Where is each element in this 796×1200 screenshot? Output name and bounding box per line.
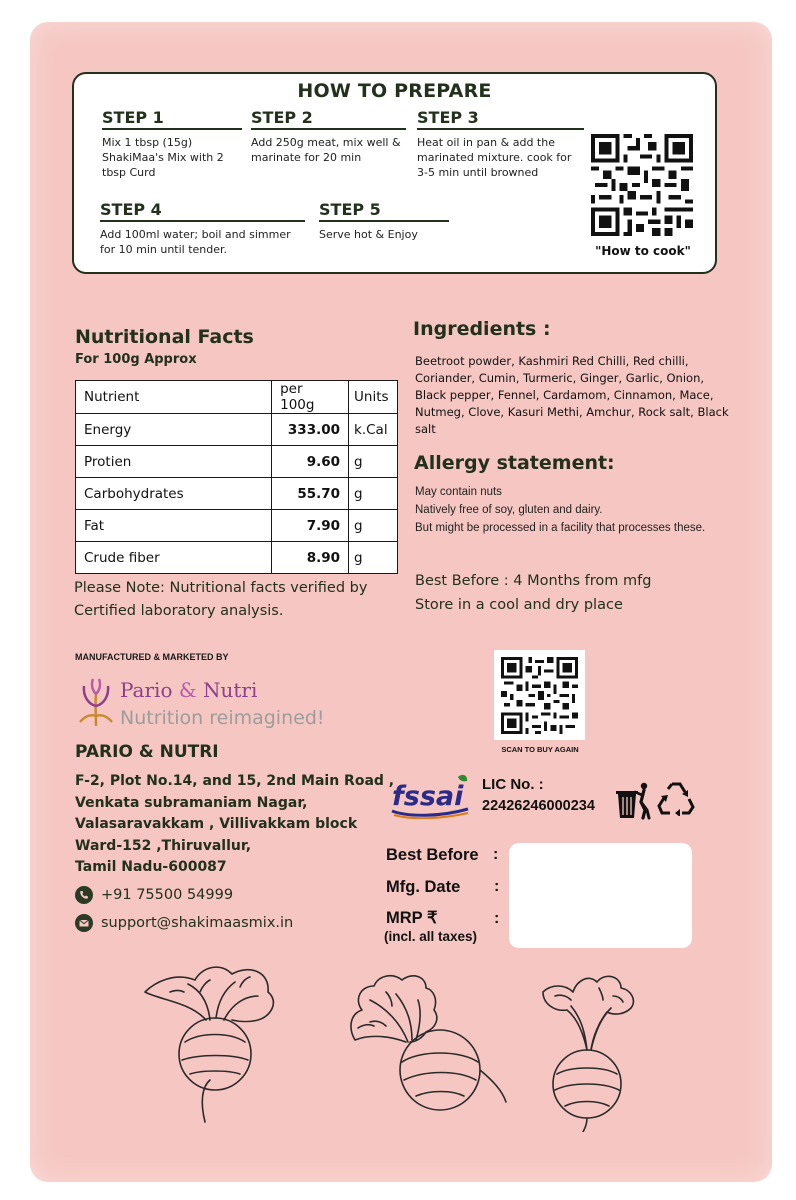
buy-again-qr-panel — [494, 650, 585, 740]
email-contact[interactable] — [75, 914, 293, 932]
phone-icon — [75, 886, 93, 904]
fssai-logo-icon — [388, 773, 472, 819]
step-1-label: STEP 1 — [102, 108, 242, 130]
beetroot-middle-icon — [351, 976, 506, 1110]
allergy-line: May contain nuts — [415, 486, 502, 498]
nutrient-unit: g — [349, 542, 398, 574]
phone-number[interactable]: +91 75500 54999 — [101, 887, 234, 903]
address-line: Venkata subramaniam Nagar, — [75, 794, 308, 811]
nutrient-unit: g — [349, 510, 398, 542]
how-to-cook-qr-icon[interactable] — [591, 134, 693, 236]
nutrient-name: Crude fiber — [76, 542, 272, 574]
step-1 — [102, 108, 242, 180]
mfg-date-colon: : — [494, 878, 500, 895]
step-4 — [100, 200, 305, 257]
step-4-text: Add 100ml water; boil and simmer for 10 min until tender. — [100, 228, 291, 256]
logo-sprout-icon — [75, 676, 117, 728]
nutrient-value: 8.90 — [272, 542, 349, 574]
license-label: LIC No. : — [482, 776, 544, 793]
batch-print-area — [509, 843, 692, 948]
email-address[interactable]: support@shakimaasmix.in — [101, 915, 294, 931]
best-before-info: Best Before : 4 Months from mfg — [415, 573, 652, 589]
how-to-prepare-panel — [72, 72, 717, 274]
table-row — [76, 414, 398, 446]
step-1-text: Mix 1 tbsp (15g) ShakiMaa's Mix with 2 tbsp Curd — [102, 136, 224, 179]
mrp-sub-label: (incl. all taxes) — [384, 929, 478, 944]
step-3 — [417, 108, 584, 180]
nutrient-value: 333.00 — [272, 414, 349, 446]
prepare-title: HOW TO PREPARE — [297, 80, 492, 102]
buy-again-qr-icon[interactable] — [501, 657, 578, 734]
nutrient-name: Energy — [76, 414, 272, 446]
step-3-text: Heat oil in pan & add the marinated mixture. cook for 3-5 min until browned — [417, 136, 572, 179]
nutrient-value: 7.90 — [272, 510, 349, 542]
nutrition-note: Please Note: Nutritional facts verified by Certified laboratory analysis. — [74, 580, 368, 619]
table-row — [76, 446, 398, 478]
company-address — [75, 771, 395, 879]
nutrient-name: Fat — [76, 510, 272, 542]
address-line: Valasaravakkam , Villivakkam block — [75, 816, 358, 832]
nutrient-name: Carbohydrates — [76, 478, 272, 510]
storage-instruction: Store in a cool and dry place — [415, 597, 623, 613]
mrp-label: MRP ₹ — [386, 909, 438, 927]
nutrient-unit: k.Cal — [349, 414, 398, 446]
header-per-100g: per 100g — [272, 381, 349, 414]
logo-wordmark: Pario & Nutri — [120, 678, 258, 702]
step-2 — [251, 108, 406, 165]
allergy-line: But might be processed in a facility that processes these. — [415, 522, 706, 534]
best-before-colon: : — [493, 846, 499, 863]
header-nutrient: Nutrient — [76, 381, 272, 414]
table-row — [76, 542, 398, 574]
ingredients-text: Beetroot powder, Kashmiri Red Chilli, Red chilli, Coriander, Cumin, Turmeric, Ginger, Garlic, Onion, Black pepper, Fennel, Cardamom, Cinnamon, Mace, Nutmeg, Clove, Kasuri Methi, Amchur, Rock salt, Black salt — [415, 354, 729, 436]
nutrition-table — [75, 380, 398, 574]
beetroot-right-icon — [543, 976, 633, 1132]
nutrient-name: Protien — [76, 446, 272, 478]
step-5-label: STEP 5 — [319, 200, 449, 222]
nutrition-title: Nutritional Facts — [75, 326, 254, 348]
best-before-label: Best Before — [386, 846, 479, 864]
step-2-text: Add 250g meat, mix well & marinate for 20 min — [251, 136, 401, 164]
phone-contact[interactable] — [75, 886, 233, 904]
step-3-label: STEP 3 — [417, 108, 584, 130]
table-header-row — [76, 381, 398, 414]
mfg-date-label: Mfg. Date — [386, 878, 461, 896]
nutrition-subtitle: For 100g Approx — [75, 352, 197, 367]
email-icon — [75, 914, 93, 932]
pario-nutri-logo — [75, 676, 375, 732]
license-number: 22426246000234 — [482, 798, 595, 814]
step-5-text: Serve hot & Enjoy — [319, 228, 418, 241]
step-4-label: STEP 4 — [100, 200, 305, 222]
step-5 — [319, 200, 449, 242]
logo-tagline: Nutrition reimagined! — [120, 707, 325, 729]
beetroot-left-icon — [145, 967, 273, 1122]
allergy-text — [415, 483, 735, 537]
nutrient-unit: g — [349, 446, 398, 478]
nutrient-value: 55.70 — [272, 478, 349, 510]
storage-info — [415, 569, 651, 617]
mrp-colon: : — [494, 910, 500, 927]
address-line: Tamil Nadu-600087 — [75, 859, 227, 875]
address-line: Ward-152 ,Thiruvallur, — [75, 837, 252, 854]
nutrient-value: 9.60 — [272, 446, 349, 478]
allergy-title: Allergy statement: — [414, 452, 615, 474]
manufactured-by-heading: MANUFACTURED & MARKETED BY — [75, 652, 229, 662]
table-row — [76, 478, 398, 510]
company-name: PARIO & NUTRI — [75, 742, 219, 762]
recycle-icon — [656, 780, 696, 816]
svg-text:fssai: fssai — [392, 781, 464, 812]
how-to-cook-label: "How to cook" — [595, 244, 691, 258]
ingredients-title: Ingredients : — [413, 318, 551, 340]
table-row — [76, 510, 398, 542]
step-2-label: STEP 2 — [251, 108, 406, 130]
allergy-line: Natively free of soy, gluten and dairy. — [415, 504, 603, 516]
header-units: Units — [349, 381, 398, 414]
address-line: F-2, Plot No.14, and 15, 2nd Main Road , — [75, 773, 395, 789]
scan-to-buy-label: SCAN TO BUY AGAIN — [501, 745, 579, 754]
beetroot-illustrations — [140, 962, 660, 1132]
dispose-in-bin-icon — [613, 780, 653, 820]
nutrient-unit: g — [349, 478, 398, 510]
